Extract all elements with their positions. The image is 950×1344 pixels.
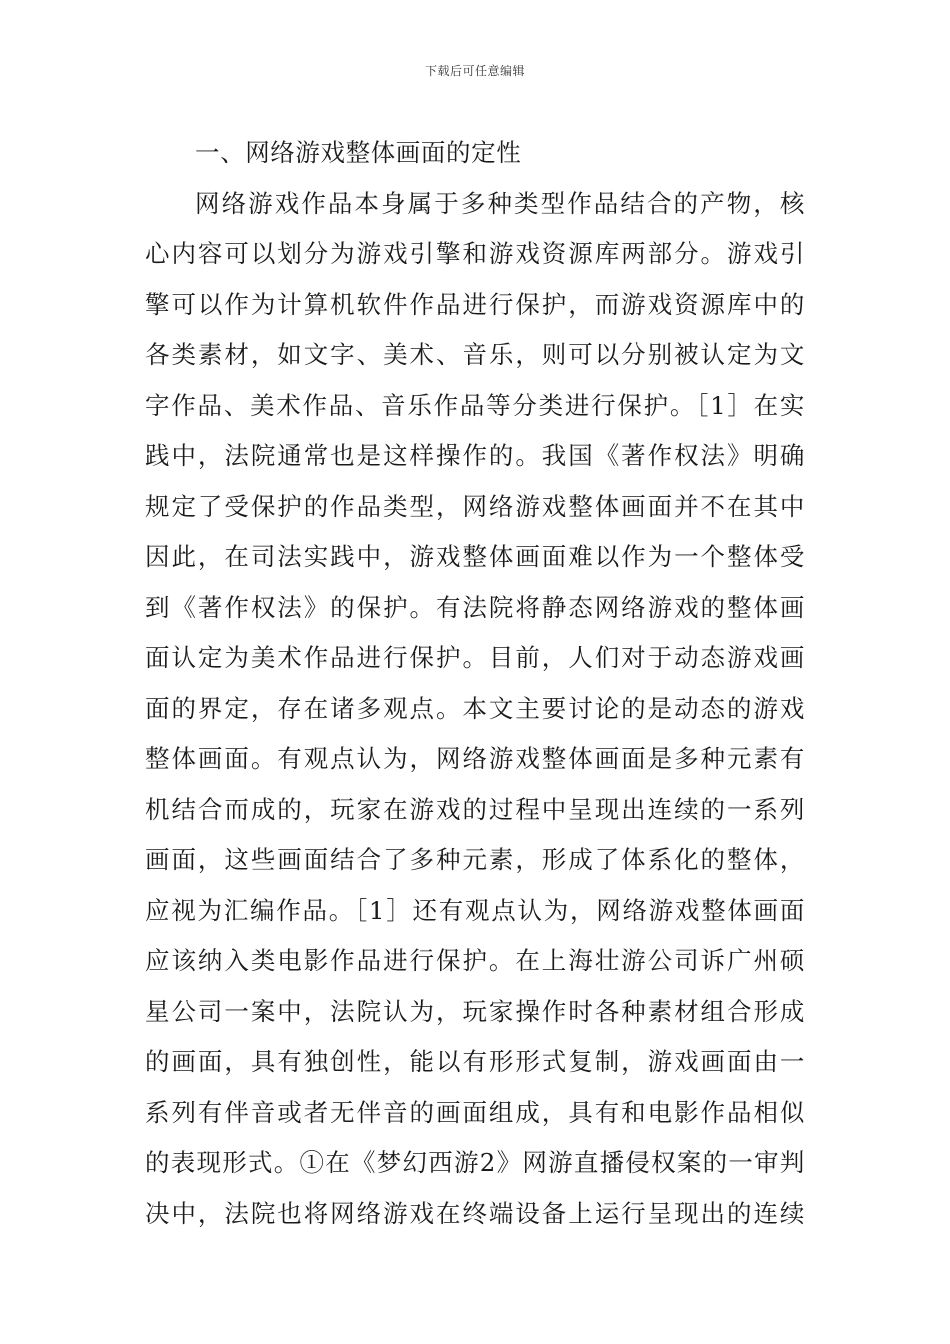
paragraph-line: 擎可以作为计算机软件作品进行保护，而游戏资源库中的 (145, 289, 805, 319)
paragraph-line: 画面，这些画面结合了多种元素，形成了体系化的整体， (145, 845, 805, 874)
paragraph-line: 的表现形式。①在《梦幻西游2》网游直播侵权案的一审判 (145, 1148, 805, 1177)
paragraph-line: 心内容可以划分为游戏引擎和游戏资源库两部分。游戏引 (145, 239, 805, 268)
section-heading: 一、网络游戏整体画面的定性 (195, 138, 522, 167)
paragraph-line: 应视为汇编作品。［1］还有观点认为，网络游戏整体画面 (145, 895, 805, 925)
paragraph-line: 星公司一案中，法院认为，玩家操作时各种素材组合形成 (145, 996, 805, 1026)
paragraph-line: 规定了受保护的作品类型，网络游戏整体画面并不在其中 (145, 491, 805, 521)
document-body (145, 128, 805, 1239)
paragraph-line: 网络游戏作品本身属于多种类型作品结合的产物，核 (195, 188, 805, 218)
paragraph-line: 字作品、美术作品、音乐作品等分类进行保护。［1］在实 (145, 390, 805, 420)
paragraph-line: 践中，法院通常也是这样操作的。我国《著作权法》明确 (145, 441, 805, 470)
paragraph-line: 整体画面。有观点认为，网络游戏整体画面是多种元素有 (145, 744, 805, 773)
paragraph-line: 机结合而成的，玩家在游戏的过程中呈现出连续的一系列 (145, 794, 805, 824)
paragraph-line: 系列有伴音或者无伴音的画面组成，具有和电影作品相似 (145, 1097, 805, 1127)
paragraph-line: 的画面，具有独创性，能以有形形式复制，游戏画面由一 (145, 1047, 805, 1076)
paragraph-line: 决中，法院也将网络游戏在终端设备上运行呈现出的连续 (145, 1198, 805, 1228)
paragraph-line: 因此，在司法实践中，游戏整体画面难以作为一个整体受 (145, 542, 805, 571)
paragraph-line: 到《著作权法》的保护。有法院将静态网络游戏的整体画 (145, 592, 805, 622)
paragraph-line: 面的界定，存在诸多观点。本文主要讨论的是动态的游戏 (145, 693, 805, 723)
header-note: 下载后可任意编辑 (424, 64, 525, 78)
paragraph-line: 各类素材，如文字、美术、音乐，则可以分别被认定为文 (145, 340, 805, 369)
paragraph-line: 应该纳入类电影作品进行保护。在上海壮游公司诉广州硕 (145, 946, 805, 975)
paragraph-line: 面认定为美术作品进行保护。目前，人们对于动态游戏画 (145, 643, 805, 672)
